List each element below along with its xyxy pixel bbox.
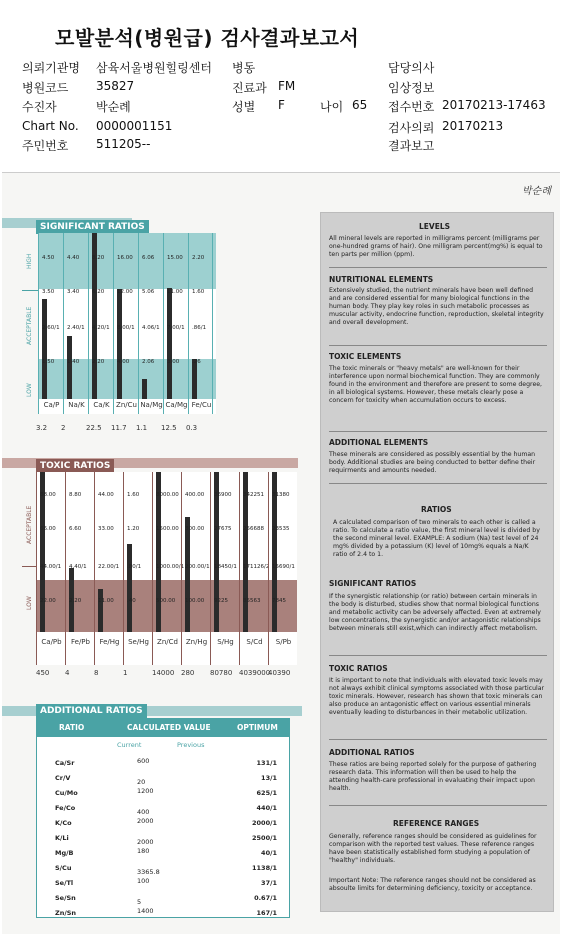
toxic-tick-label: 22.00/1	[98, 564, 120, 570]
optimum-header: OPTIMUM	[237, 723, 278, 732]
nutritional-text: Extensively studied, the nutrient minerals have been well defined and are considered essential for many biological functions in the human body. They play key roles in such metabolic processes as muscular activity, endocrine function, reproduction, skeletal integrity and overall development.	[329, 287, 544, 326]
optimum-value: 440/1	[256, 804, 277, 812]
toxic-tick-label: .80/1	[127, 564, 142, 570]
toxic-tick-label: 400.00	[185, 492, 205, 498]
sig-tick-label: 2.20	[192, 255, 205, 261]
table-row	[37, 774, 289, 788]
reference-ranges-text: Generally, reference ranges should be considered as guidelines for comparison with the reported test values. These reference ranges have been statistically established form studying a population of "healthy" individuals.	[329, 833, 537, 864]
toxic-tick-label: 18450/1	[214, 564, 237, 570]
additional-elements-text: These minerals are considered as possibly essential by the human body. Additional studies are being conducted to better define their requirments and amounts needed.	[329, 451, 536, 474]
report-header	[0, 0, 565, 160]
calculated-value-header: CALCULATED VALUE	[127, 723, 211, 732]
toxic-column-fe-pb	[65, 472, 94, 665]
toxic-tick-label: 171126/2	[243, 564, 270, 570]
sig-column-na-k	[63, 233, 88, 414]
toxic-tick-label: 4.40/1	[69, 564, 87, 570]
toxic-tick-label: 200.00/1	[185, 564, 210, 570]
sig-tick-label: 15.00	[167, 255, 183, 261]
levels-title: LEVELS	[419, 222, 451, 231]
toxic-tick-label: 15690/1	[272, 564, 295, 570]
toxic-tick-label: 8.80	[69, 492, 82, 498]
current-value: 100	[137, 877, 150, 885]
toxic-bar-3	[127, 544, 132, 632]
sig-tick-label: 7.00/1	[167, 325, 185, 331]
ratio-name: Se/Sn	[55, 894, 76, 902]
ratios-text: A calculated comparison of two minerals to each other is called a ratio. To calculate a ratio value, the first mineral level is divided by the second mineral level. EXAMPLE: A sodium (Na) test level of 24 mg% divided by a potassium (K) level of 10mg% equals a Na/K ratio of 2.4 to 1.	[333, 519, 540, 558]
toxic-value: 4	[65, 669, 70, 677]
optimum-value: 2000/1	[252, 819, 277, 827]
toxic-tick-label: 1.20	[127, 526, 140, 532]
toxic-tick-label: 11.00	[98, 598, 114, 604]
toxic-tick-label: 100.00	[185, 598, 205, 604]
table-header	[37, 719, 289, 737]
age-value: 65	[352, 98, 368, 112]
table-row	[37, 864, 289, 878]
sig-value: 12.5	[161, 424, 177, 432]
toxic-tick-label: 9225	[214, 598, 228, 604]
toxic-category-label: Zn/Hg	[185, 638, 208, 646]
additional-elements-title: ADDITIONAL ELEMENTS	[329, 438, 429, 447]
request-date-value: 20170213	[442, 119, 504, 133]
toxic-column-zn-hg	[181, 472, 210, 665]
info-panel	[320, 212, 554, 912]
sig-column-ca-p	[38, 233, 63, 414]
table-row	[37, 804, 289, 818]
institution-value: 삼육서울병원힐링센터	[96, 61, 212, 75]
sig-tick-label: 4.06/1	[142, 325, 160, 331]
current-value: 2000	[137, 838, 154, 846]
divider	[329, 483, 547, 484]
significant-side-labels	[24, 233, 36, 414]
institution-label: 의뢰기관명	[22, 61, 80, 75]
toxic-tick-label: 31380	[272, 492, 290, 498]
toxic-tick-label: 2.20	[69, 598, 82, 604]
chart-value: 0000001151	[96, 119, 173, 133]
toxic-value: 8	[94, 669, 99, 677]
acceptable-side-label: ACCEPTABLE	[26, 306, 33, 345]
ratio-name: Ca/Sr	[55, 759, 75, 767]
sig-tick-label: 3.00	[167, 359, 180, 365]
toxic-tick-label: 27675	[214, 526, 232, 532]
sex-label: 성별	[232, 100, 256, 114]
toxic-category-label: Fe/Pb	[71, 638, 90, 646]
optimum-value: 13/1	[261, 774, 277, 782]
sig-column-na-mg	[138, 233, 163, 414]
receipt-value: 20170213-17463	[442, 98, 546, 112]
additional-ratios-title: ADDITIONAL RATIOS	[36, 704, 147, 718]
toxic-tick-label: 85563	[243, 598, 261, 604]
current-value: 3365.8	[137, 868, 160, 876]
toxic-value: 280	[181, 669, 195, 677]
divider	[329, 345, 547, 346]
toxic-tick-label: 23535	[272, 526, 290, 532]
ratio-name: Fe/Co	[55, 804, 76, 812]
optimum-value: 1138/1	[252, 864, 277, 872]
dept-label: 진료과	[232, 81, 267, 95]
sig-value: 3.2	[36, 424, 48, 432]
sig-tick-label: 2.60/1	[42, 325, 60, 331]
toxic-category-label: S/Pb	[275, 638, 292, 646]
sig-tick-label: 4.00	[117, 359, 130, 365]
toxic-column-zn-cd	[152, 472, 185, 665]
toxic-value: 40390	[268, 669, 291, 677]
toxic-value: 1	[123, 669, 128, 677]
toxic-values-row	[30, 669, 310, 681]
significant-values-row	[30, 424, 230, 436]
toxic-column-se-hg	[123, 472, 152, 665]
toxic-category-label: Ca/Pb	[41, 638, 62, 646]
ratio-name: K/Li	[55, 834, 69, 842]
hospital-code-value: 35827	[96, 79, 135, 93]
significant-ratios-title: SIGNIFICANT RATIOS	[36, 220, 149, 234]
optimum-value: 37/1	[261, 879, 277, 887]
divider	[329, 267, 547, 268]
toxic-category-label: Fe/Hg	[99, 638, 120, 646]
toxic-tick-label: 88.00	[40, 492, 56, 498]
sig-value: 1.1	[136, 424, 148, 432]
toxic-category-label: S/Cd	[246, 638, 263, 646]
table-row	[37, 819, 289, 833]
sig-value: 22.5	[86, 424, 102, 432]
important-note-text: Important Note: The reference ranges should not be considered as absoulte limits for determining deficiency, toxicity or acceptance.	[329, 877, 536, 892]
toxic-tick-label: 256688	[243, 526, 264, 532]
table-row	[37, 789, 289, 803]
sig-tick-label: 2.20	[92, 359, 105, 365]
sig-tick-label: 12.00	[117, 289, 133, 295]
ratio-header: RATIO	[59, 723, 85, 732]
sig-tick-label: .86/1	[192, 325, 207, 331]
ratios-title: RATIOS	[421, 505, 452, 514]
sig-tick-label: 8.20	[92, 255, 105, 261]
optimum-value: 2500/1	[252, 834, 277, 842]
sig-bar-0	[42, 299, 47, 399]
toxic-value: 80780	[210, 669, 233, 677]
doctor-label: 담당의사	[388, 61, 435, 75]
significant-ratios-panel-text: If the synergistic relationship (or ratio) between certain minerals in the body is disturbed, studies show that normal biological functions and metabolic activity can be adversely affected. Even at extremely low concentrations, the synergistic and/or antagonistic relationships between minerals still exist,which can indirectly affect metabolism.	[329, 593, 541, 632]
sig-tick-label: .26	[192, 359, 201, 365]
toxic-tick-label: 1.60	[127, 492, 140, 498]
current-value: 1200	[137, 787, 154, 795]
hospital-code-label: 병원코드	[22, 81, 69, 95]
sig-tick-label: 8.00/1	[117, 325, 135, 331]
toxic-tick-label: 33.00	[98, 526, 114, 532]
ratio-name: S/Cu	[55, 864, 72, 872]
sig-category-label: Na/K	[68, 401, 85, 409]
toxic-tick-label: 7845	[272, 598, 286, 604]
sig-tick-label: 1.50	[42, 359, 55, 365]
sig-bar-3	[117, 289, 122, 399]
optimum-value: 0.67/1	[254, 894, 277, 902]
sig-tick-label: 2.06	[142, 359, 155, 365]
toxic-column-s-cd	[239, 472, 268, 665]
table-row	[37, 894, 289, 908]
dept-value: FM	[278, 79, 296, 93]
report-title: 모발분석(병원급) 검사결과보고서	[55, 26, 360, 50]
toxic-elements-text: The toxic minerals or "heavy metals" are well-known for their interference upon normal biochemical function. They are commonly found in the environment and therefore are present to some degree, in all biological systems. However, these metals clearly pose a concern for toxicity when accumulation occurs to excess.	[329, 365, 543, 404]
toxic-column-fe-hg	[94, 472, 123, 665]
sig-tick-label: 4.40	[67, 255, 80, 261]
current-value: 400	[137, 808, 150, 816]
ward-label: 병동	[232, 61, 256, 75]
sig-category-label: Zn/Cu	[116, 401, 137, 409]
sig-tick-label: 6.06	[142, 255, 155, 261]
sig-column-fe-cu	[188, 233, 213, 414]
toxic-acceptable-side-label: ACCEPTABLE	[26, 505, 33, 544]
receipt-label: 접수번호	[388, 100, 435, 114]
patient-value: 박순례	[96, 100, 131, 114]
sig-column-ca-k	[88, 233, 113, 414]
sig-tick-label: 2.40/1	[67, 325, 85, 331]
toxic-tick-label: 8000.00	[156, 492, 179, 498]
toxic-low-side-label: LOW	[26, 596, 33, 610]
additional-ratios-table	[36, 718, 290, 918]
sig-bar-5	[167, 288, 172, 399]
sig-bar-1	[67, 336, 72, 399]
toxic-elements-title: TOXIC ELEMENTS	[329, 352, 402, 361]
ratio-name: Zn/Sn	[55, 909, 77, 917]
table-row	[37, 834, 289, 848]
table-row	[37, 759, 289, 773]
age-label: 나이	[320, 100, 344, 114]
toxic-tick-label: 22.00	[40, 598, 56, 604]
sig-category-label: Ca/K	[93, 401, 110, 409]
divider	[329, 805, 547, 806]
sig-tick-label: 1.40	[67, 359, 80, 365]
high-side-label: HIGH	[26, 253, 33, 269]
toxic-tick-label: 1000.00/1	[156, 564, 185, 570]
sig-tick-label: 4.50	[42, 255, 55, 261]
toxic-ratios-title: TOXIC RATIOS	[36, 459, 114, 473]
divider	[329, 431, 547, 432]
toxic-tick-label: 44.00	[98, 492, 114, 498]
toxic-ratios-panel-text: It is important to note that individuals with elevated toxic levels may not always exhibit clinical symptoms associated with those particular toxic minerals. However, research has shown that toxic minerals can also produce an antagonistic effect on various essential minerals eventually leading to disturbances in their metabolic utilization.	[329, 677, 545, 716]
ratio-name: Cu/Mo	[55, 789, 78, 797]
significant-ratios-chart	[38, 233, 216, 414]
optimum-value: 625/1	[256, 789, 277, 797]
toxic-bar-5	[185, 517, 190, 632]
current-value: 2000	[137, 817, 154, 825]
previous-subheader: Previous	[177, 741, 205, 749]
sig-tick-label: 6.20	[92, 289, 105, 295]
sig-tick-label: 16.00	[117, 255, 133, 261]
toxic-tick-label: 500.00	[156, 598, 176, 604]
sig-value: 11.7	[111, 424, 127, 432]
low-side-label: LOW	[26, 383, 33, 397]
table-row	[37, 879, 289, 893]
sig-category-label: Ca/P	[43, 401, 60, 409]
levels-text: All mineral levels are reported in milligrams percent (milligrams per one-hundred grams of hair). One milligram percent(mg%) is equal to ten parts per million (ppm).	[329, 235, 543, 258]
sig-value: 2	[61, 424, 66, 432]
divider	[329, 739, 547, 740]
clinical-label: 임상정보	[388, 81, 435, 95]
sig-tick-label: 1.60	[192, 289, 205, 295]
table-row	[37, 909, 289, 923]
nutritional-title: NUTRITIONAL ELEMENTS	[329, 275, 434, 284]
current-value: 600	[137, 757, 150, 765]
toxic-tick-label: 342251	[243, 492, 264, 498]
sig-category-label: Fe/Cu	[191, 401, 212, 409]
toxic-category-label: Se/Hg	[128, 638, 149, 646]
handwritten-note: 박순례	[522, 186, 551, 197]
sig-tick-label: 3.40	[67, 289, 80, 295]
sig-tick-label: 4.20/1	[92, 325, 110, 331]
optimum-value: 167/1	[256, 909, 277, 917]
patient-label: 수진자	[22, 100, 57, 114]
toxic-side-labels	[24, 472, 36, 665]
toxic-ratios-chart	[36, 472, 297, 665]
toxic-ratios-panel-title: TOXIC RATIOS	[329, 664, 388, 673]
optimum-value: 40/1	[261, 849, 277, 857]
toxic-bar-2	[98, 589, 103, 632]
rrn-label: 주민번호	[22, 139, 69, 153]
additional-ratios-panel-title: ADDITIONAL RATIOS	[329, 748, 415, 757]
sig-bar-4	[142, 379, 147, 399]
toxic-column-s-pb	[268, 472, 297, 665]
table-row	[37, 849, 289, 863]
ratio-name: Se/Tl	[55, 879, 74, 887]
toxic-column-s-hg	[210, 472, 239, 665]
toxic-tick-label: 36900	[214, 492, 232, 498]
sex-value: F	[278, 98, 285, 112]
current-subheader: Current	[117, 741, 142, 749]
current-value: 1400	[137, 907, 154, 915]
sig-column-zn-cu	[113, 233, 138, 414]
sig-tick-label: 3.50	[42, 289, 55, 295]
toxic-tick-label: 44.00/1	[40, 564, 62, 570]
sig-tick-label: 11.00	[167, 289, 183, 295]
sig-tick-label: 5.06	[142, 289, 155, 295]
toxic-value: 450	[36, 669, 50, 677]
current-value: 5	[137, 898, 142, 906]
ratio-name: K/Co	[55, 819, 72, 827]
sig-category-label: Na/Mg	[140, 401, 163, 409]
significant-ratios-panel-title: SIGNIFICANT RATIOS	[329, 579, 417, 588]
toxic-tick-label: .40	[127, 598, 136, 604]
additional-ratios-panel-text: These ratios are being reported solely for the purpose of gathering research data. This information will then be used to help the attending health-care professional in evaluating their impact upon health.	[329, 761, 537, 792]
sig-bar-6	[192, 359, 197, 399]
toxic-value: 4039000	[239, 669, 271, 677]
optimum-value: 131/1	[256, 759, 277, 767]
request-date-label: 검사의뢰	[388, 121, 435, 135]
toxic-tick-label: 6.60	[69, 526, 82, 532]
rrn-value: 511205--	[96, 137, 151, 151]
sig-value: 0.3	[186, 424, 198, 432]
toxic-tick-label: 1500.00	[156, 526, 179, 532]
toxic-category-label: Zn/Cd	[157, 638, 178, 646]
ratio-name: Cr/V	[55, 774, 71, 782]
toxic-tick-label: 300.00	[185, 526, 205, 532]
toxic-value: 14000	[152, 669, 175, 677]
toxic-category-label: S/Hg	[217, 638, 234, 646]
toxic-tick-label: 66.00	[40, 526, 56, 532]
ratio-name: Mg/B	[55, 849, 74, 857]
current-value: 180	[137, 847, 150, 855]
current-value: 20	[137, 778, 146, 786]
divider	[329, 655, 547, 656]
chart-label: Chart No.	[22, 119, 79, 133]
sig-column-ca-mg	[163, 233, 188, 414]
toxic-column-ca-pb	[36, 472, 65, 665]
sig-category-label: Ca/Mg	[165, 401, 188, 409]
reference-ranges-title: REFERENCE RANGES	[393, 819, 480, 828]
report-date-label: 결과보고	[388, 139, 435, 153]
